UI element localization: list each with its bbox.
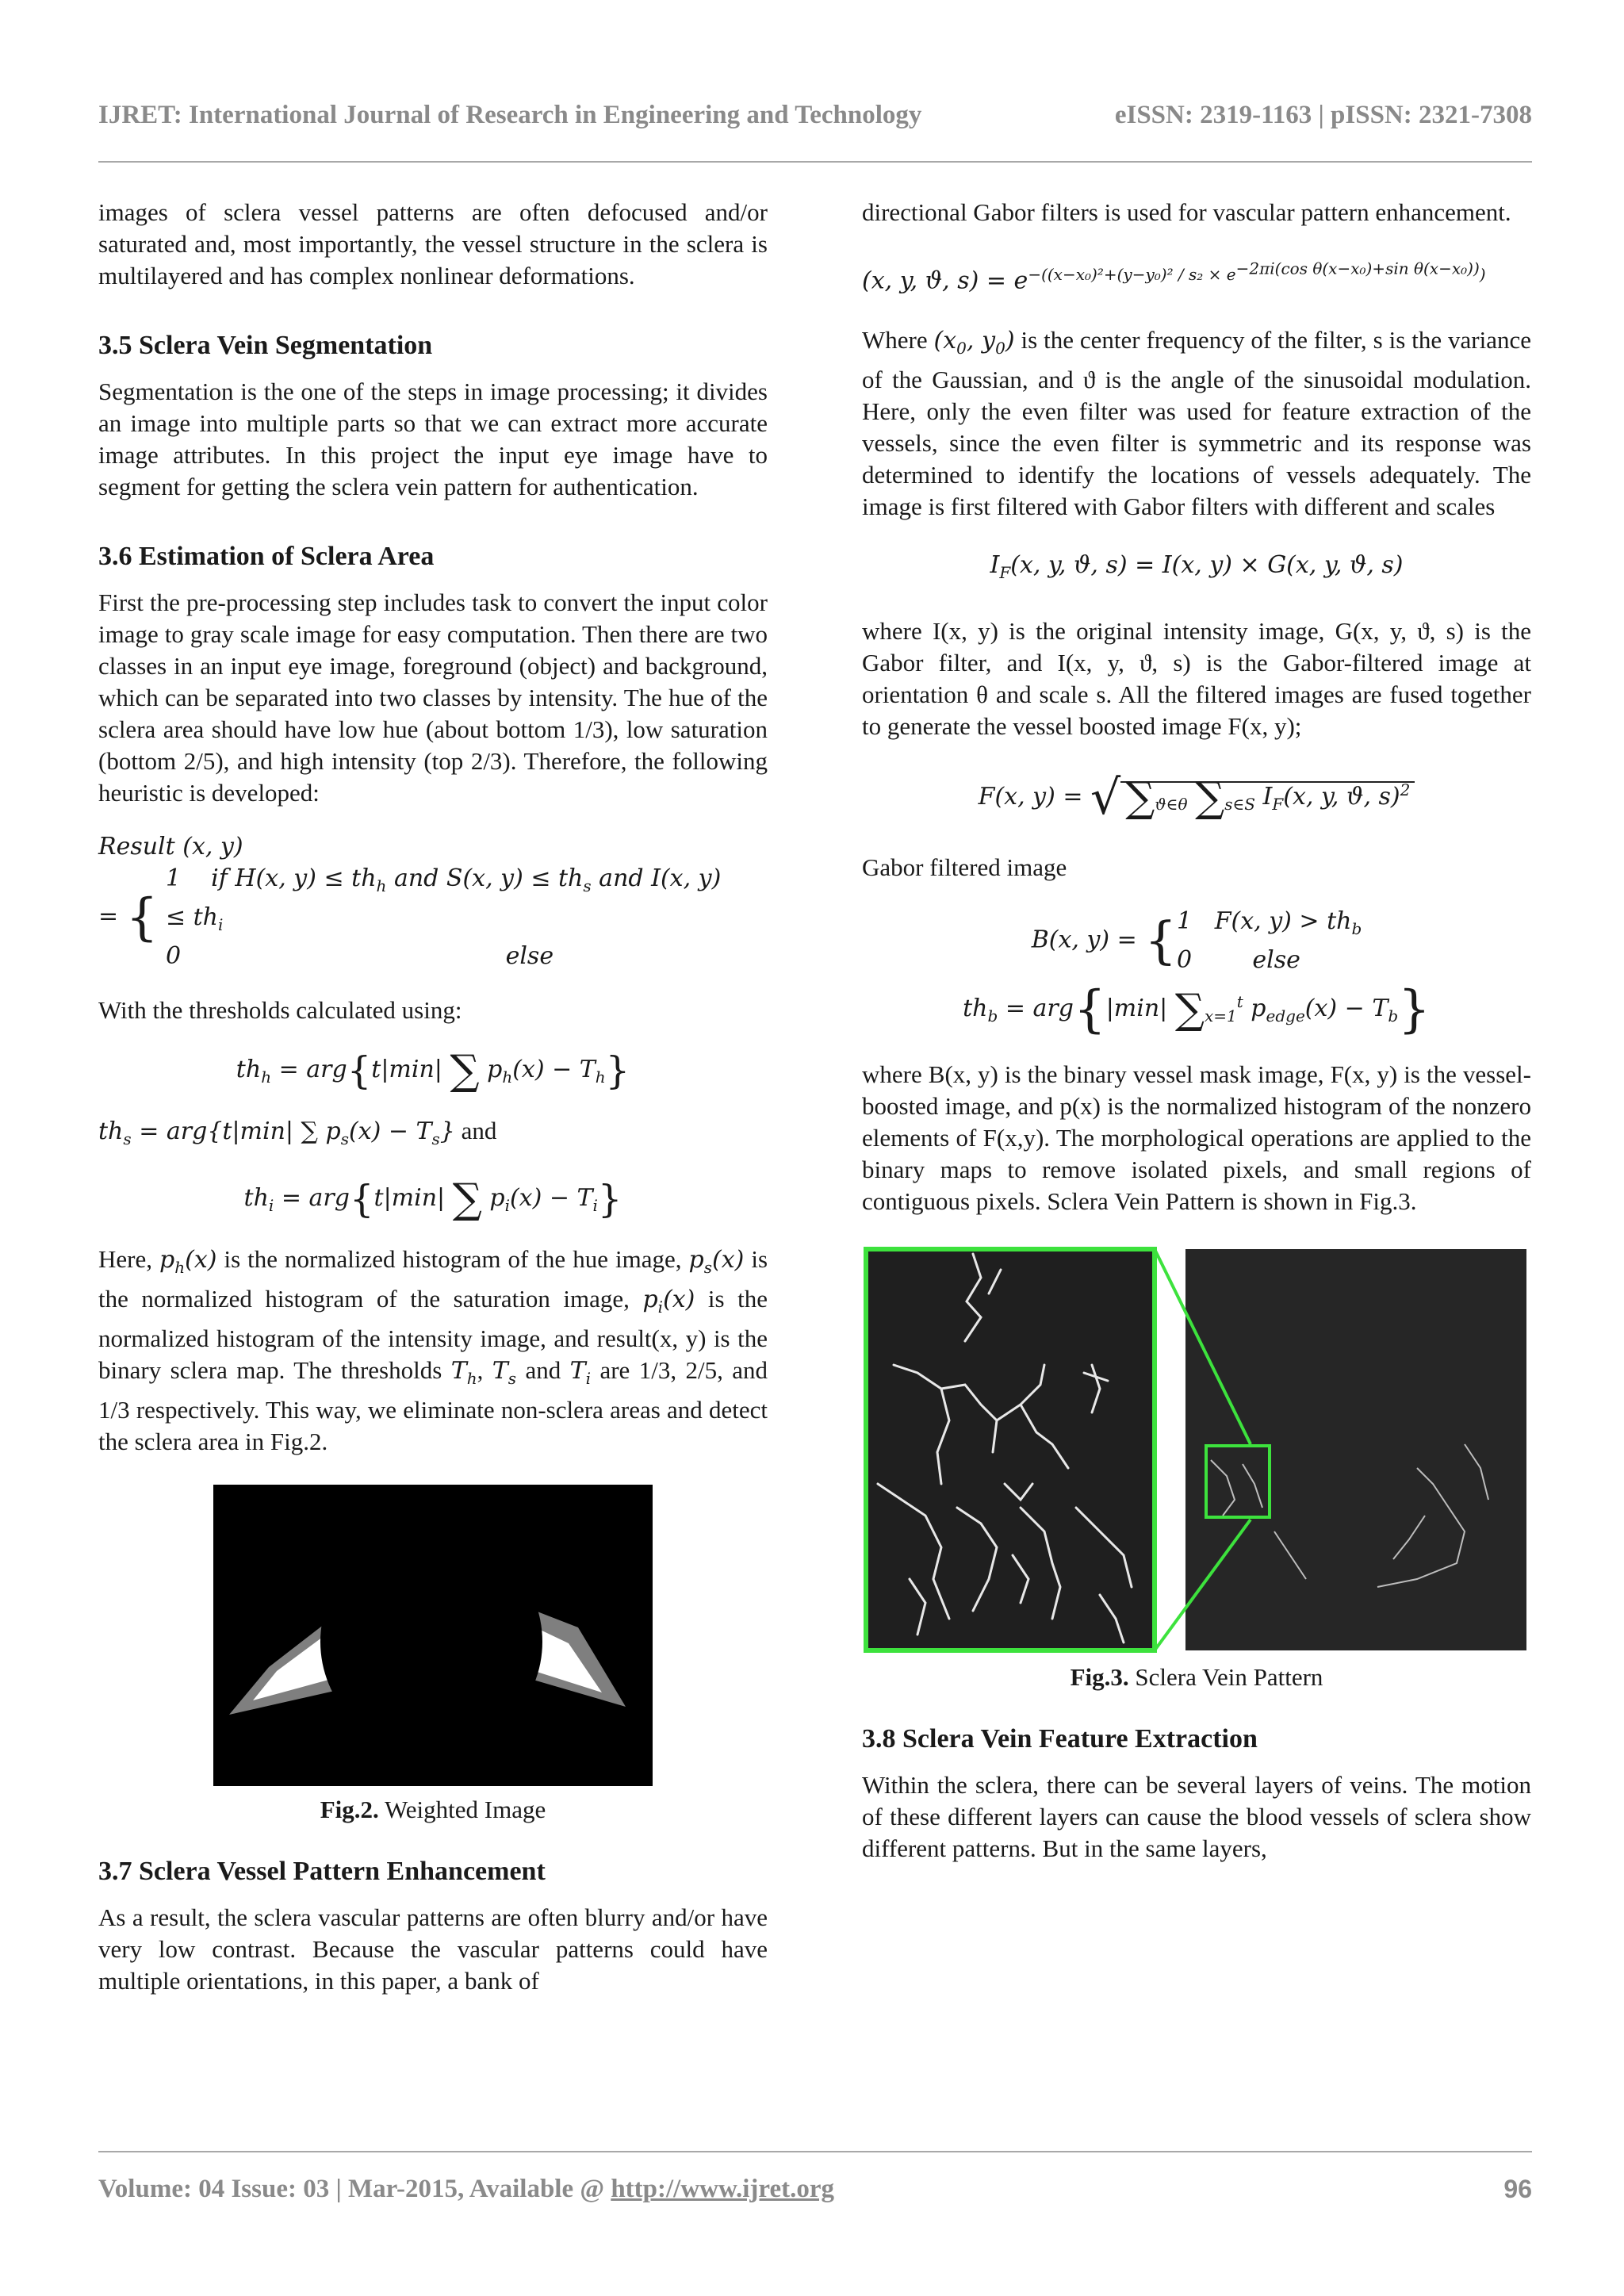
th-b-equation: $th_b = arg\{|\min|$ $\sum_{x=1}^t$ $p_{edge}(x) - T_b$} (963, 979, 1431, 1039)
figure-2-caption: Fig.2. Weighted Image (320, 1796, 546, 1823)
weighted-eye-image (213, 1485, 653, 1786)
where3-paragraph: where B(x, y) is the binary vessel mask image, F(x, y) is the vessel-boosted image, and p(x) is the normalized histogram of the nonzero elements of F(x,y). The morphological operations are applied to the binary maps to remove isolated pixels, and small regions of contiguous pixels. Sclera Vein Pattern is shown in Fig.3. (862, 1060, 1531, 1215)
thresholds-intro: With the thresholds calculated using: (98, 996, 462, 1024)
section-3-5-title: 3.5 Sclera Vein Segmentation (98, 331, 433, 360)
section-3-8-title: 3.8 Sclera Vein Feature Extraction (862, 1723, 1258, 1754)
section-3-7-title: 3.7 Sclera Vessel Pattern Enhancement (98, 1857, 546, 1886)
section-3-5-text: Segmentation is the one of the steps in image processing; it divides an image into multiple parts so that we can extract more accurate image attributes. In this project the input eye image have to segment for getting the sclera vein pattern for authentication. (98, 378, 768, 500)
journal-link[interactable]: http://www.ijret.org (611, 2174, 834, 2203)
footer-volume: Volume: 04 Issue: 03 | Mar-2015, Available @ http://www.ijret.org (98, 2174, 834, 2203)
running-footer (98, 2169, 1532, 2209)
filtered-image-equation: $I_F(x$, y, ϑ, s) = I(x, y) × G(x, y, ϑ, s) (990, 550, 1404, 582)
section-3-8-text: Within the sclera, there can be several layers of veins. The motion of these different layers can cause the blood vessels of sclera show different patterns. But in the same layers, (862, 1770, 1531, 1862)
th-h-equation: $th_h = arg\{t|\min|$ ∑ $p_h(x) - T_h$} (236, 1047, 630, 1094)
running-header (98, 95, 1532, 135)
where2-paragraph: where I(x, y) is the original intensity image, G(x, y, ϑ, s) is the Gabor filter, and I(x, y, ϑ, s) is the Gabor-filtered image at orientation θ and scale s. All the filtered images are fused together to generate the vessel boosted image F(x, y); (862, 616, 1531, 740)
left-column (98, 197, 768, 1997)
figure-2 (98, 1485, 768, 1824)
footer-rule (98, 2151, 1532, 2152)
fused-equation: F(x, y) = √ $\sum_{ϑ\in\theta}$ $\sum_{s\in S}$ $I_F(x$, y, ϑ, s)$^2$ (862, 774, 1531, 820)
figure-3 (862, 1246, 1531, 1692)
th-s-equation: $th_s = arg\{t|\min|$ ∑ $p_s(x) - T_s$} and (98, 1117, 497, 1148)
binary-mask-equation: B(x, y) = { 1 F(x, $y) > th_b$ 0 else (1031, 907, 1362, 974)
result-equation: Result (x, y) = { 1 if H(x, $y) \le th_h$ and S(x, $y) \le th_s$ and I(x, $y) \le th_i$ 0 else (98, 833, 722, 970)
th-i-equation: $th_i = arg\{t|\min|$ ∑ $p_i(x) - T_i$} (243, 1175, 622, 1223)
where-paragraph: Where ($x_0$, $y_0$) is the center frequency of the filter, s is the variance of the Gaussian, and ϑ is the angle of the sinusoidal modulation. Here, only the even filter was used for feature extraction of the vessels, since the even filter is symmetric and its response was determined to identify the locations of vessels adequately. The image is first filtered with Gabor filters with different and scales (862, 325, 1531, 520)
right-column (862, 197, 1531, 1865)
sclera-vein-pattern-image (862, 1246, 1531, 1654)
page-number: 96 (1503, 2174, 1532, 2203)
and-word: and (454, 1117, 497, 1144)
section-3-6-text: First the pre-processing step includes task to convert the input color image to gray scale image for easy computation. Then there are two classes in an input eye image, foreground (object) and background, which can be separated into two classes by intensity. The hue of the sclera area should have low hue (about bottom 1/3), low saturation (bottom 2/5), and high intensity (top 2/3). Therefore, the following heuristic is developed: (98, 588, 768, 807)
section-3-6-title: 3.6 Estimation of Sclera Area (98, 542, 435, 571)
journal-title: IJRET: International Journal of Research in Engineering and Technology (98, 100, 922, 129)
figure-3-caption: Fig.3. Sclera Vein Pattern (1070, 1662, 1323, 1691)
left-intro-paragraph: images of sclera vessel patterns are often defocused and/or saturated and, most importantly, the vessel structure in the sclera is multilayered and has complex nonlinear deformations. (98, 198, 768, 289)
issn: eISSN: 2319-1163 | pISSN: 2321-7308 (1114, 100, 1532, 129)
gabor-equation: (x, y, ϑ, $s) = e^{-((x-x_0)^2+(y-y_0)^2 / s_2 \times e^{-2\pi i(cos \theta(x-x_0)+sin \theta(x-x_0))})}$ (862, 259, 1486, 295)
section-3-7-text: As a result, the sclera vascular patterns are often blurry and/or have very low contrast. Because the vascular patterns could have multiple orientations, in this paper, a bank of (98, 1903, 768, 1995)
gabor-filtered-label: Gabor filtered image (862, 853, 1067, 881)
right-intro-paragraph: directional Gabor filters is used for vascular pattern enhancement. (862, 198, 1511, 226)
here-paragraph: Here, $p_h(x)$ is the normalized histogram of the hue image, $p_s(x)$ is the normalized histogram of the saturation image, $p_i(x)$ is the normalized histogram of the intensity image, and result(x, y) is the binary sclera map. The thresholds $T_h$, $T_s$ and $T_i$ are 1/3, 2/5, and 1/3 respectively. This way, we eliminate non-sclera areas and detect the sclera area in Fig.2. (98, 1245, 768, 1455)
header-rule (98, 161, 1532, 163)
